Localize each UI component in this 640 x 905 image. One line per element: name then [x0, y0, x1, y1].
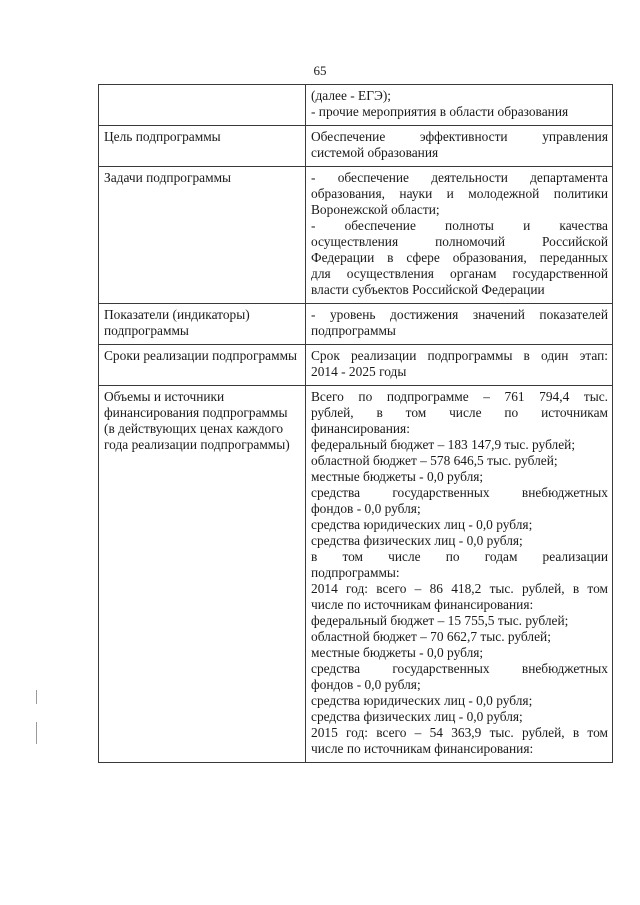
value-line: - обеспечение полноты и качества [311, 218, 608, 233]
value-line: - обеспечение деятельности департамента [311, 170, 608, 185]
value-line: системой образования [311, 145, 439, 160]
table-row [99, 345, 613, 386]
table-row [99, 126, 613, 167]
value-line: средства физических лиц - 0,0 рубля; [311, 709, 523, 724]
row-value-cell [306, 304, 613, 345]
value-line: осуществления полномочий Российской [311, 234, 608, 249]
row-label-cell: Сроки реализации подпрограммы [99, 345, 306, 386]
page-number: 65 [313, 63, 327, 78]
table-row [99, 85, 613, 126]
value-line: средства юридических лиц - 0,0 рубля; [311, 517, 533, 532]
value-line: местные бюджеты - 0,0 рубля; [311, 469, 484, 484]
row-label-cell: Объемы и источники финансирования подпрограммы (в действующих ценах каждого года реализации подпрограммы) [99, 386, 306, 763]
value-line: областной бюджет – 578 646,5 тыс. рублей; [311, 453, 558, 468]
value-line: Срок реализации подпрограммы в один этап: [311, 348, 608, 363]
value-line: средства физических лиц - 0,0 рубля; [311, 533, 523, 548]
value-line: Обеспечение эффективности управления [311, 129, 608, 144]
value-line: 2015 год: всего – 54 363,9 тыс. рублей, в том [311, 725, 608, 740]
row-label-cell: Цель подпрограммы [99, 126, 306, 167]
row-value-cell [306, 386, 613, 763]
value-line: в том числе по годам реализации [311, 549, 608, 564]
value-line: Воронежской области; [311, 202, 440, 217]
table-row [99, 167, 613, 304]
value-line: 2014 год: всего – 86 418,2 тыс. рублей, в том [311, 581, 608, 596]
row-label-cell: Задачи подпрограммы [99, 167, 306, 304]
value-line: для осуществления органам государственной [311, 266, 608, 281]
table-row [99, 304, 613, 345]
subprogram-passport-table [98, 84, 613, 763]
value-line: средства государственных внебюджетных [311, 485, 608, 500]
row-value-cell [306, 345, 613, 386]
value-line: подпрограммы [311, 323, 396, 338]
value-line: Всего по подпрограмме – 761 794,4 тыс. [311, 389, 608, 404]
value-line: средства юридических лиц - 0,0 рубля; [311, 693, 533, 708]
value-line: Федерации в сфере образования, переданных [311, 250, 608, 265]
value-line: финансирования: [311, 421, 410, 436]
value-line: областной бюджет – 70 662,7 тыс. рублей; [311, 629, 551, 644]
value-line: федеральный бюджет – 183 147,9 тыс. рублей; [311, 437, 576, 452]
value-line: местные бюджеты - 0,0 рубля; [311, 645, 484, 660]
margin-mark [36, 690, 37, 704]
value-line: подпрограммы: [311, 565, 400, 580]
row-label-cell: Показатели (индикаторы) подпрограммы [99, 304, 306, 345]
value-line: фондов - 0,0 рубля; [311, 677, 421, 692]
margin-mark [36, 722, 37, 744]
value-line: власти субъектов Российской Федерации [311, 282, 545, 297]
value-line: числе по источникам финансирования: [311, 597, 534, 612]
value-line: образования, науки и молодежной политики [311, 186, 608, 201]
row-value-cell [306, 167, 613, 304]
value-line: федеральный бюджет – 15 755,5 тыс. рублей; [311, 613, 569, 628]
value-line: - уровень достижения значений показателей [311, 307, 608, 322]
value-line: (далее - ЕГЭ); [311, 88, 391, 103]
table-row [99, 386, 613, 763]
row-value-cell [306, 85, 613, 126]
value-line: числе по источникам финансирования: [311, 741, 534, 756]
value-line: средства государственных внебюджетных [311, 661, 608, 676]
row-value-cell [306, 126, 613, 167]
value-line: фондов - 0,0 рубля; [311, 501, 421, 516]
row-label-cell [99, 85, 306, 126]
value-line: - прочие мероприятия в области образования [311, 104, 569, 119]
value-line: рублей, в том числе по источникам [311, 405, 608, 420]
value-line: 2014 - 2025 годы [311, 364, 407, 379]
